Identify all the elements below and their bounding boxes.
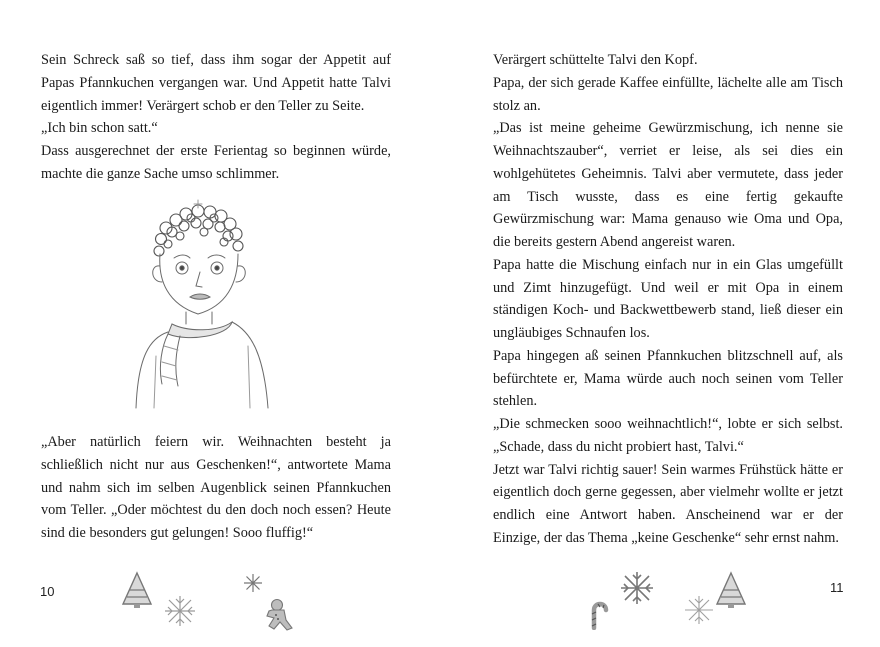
paragraph: Sein Schreck saß so tief, dass ihm sogar der Appetit auf Papas Pfannkuchen vergangen war. Und Appetit hatte Talvi eigentlich immer! Verärgert schob er den Teller zu Seite. [41, 52, 391, 114]
paragraph: Jetzt war Talvi richtig sauer! Sein warmes Frühstück hätte er eigentlich doch gerne gegessen, aber vielmehr wollte er jetzt endlich eine Antwort haben. Anscheinend war er der Einzige, der das Thema „keine Geschenke“ sehr ernst nahm. [493, 461, 843, 546]
left-page-text-bottom [41, 431, 391, 545]
paragraph: „Die schmecken sooo weihnachtlich!“, lobte er sich selbst. „Schade, dass du nicht probiert hast, Talvi.“ [493, 416, 843, 455]
paragraph: Verärgert schüttelte Talvi den Kopf. [493, 52, 698, 68]
snowflake-icon [163, 594, 197, 628]
paragraph: Papa hatte die Mischung einfach nur in ein Glas umgefüllt und Zimt hinzugefügt. Und weil er mit Opa in einem ständigen Koch- und Backwettbewerb stand, ließ dieser ein ungläubiges Schnaufen los. [493, 256, 843, 341]
page-number: 10 [40, 584, 55, 599]
right-page [440, 0, 880, 647]
paragraph: Dass ausgerechnet der erste Ferientag so beginnen würde, machte die ganze Sache umso schlimmer. [41, 143, 391, 182]
right-page-text [493, 49, 843, 550]
paragraph: „Das ist meine geheime Gewürzmischung, ich nenne sie Weihnachtszauber“, verriet er leise, als sei dies ein wohlgehütetes Geheimnis. Talvi aber vermutete, dass jeder am Tisch wusste, dass es eine fertig gekaufte Gewürzmischung war: Mama genauso wie Oma und Opa, die bereits gestern Abend angereist waren. [493, 120, 843, 250]
page-number: 11 [830, 580, 844, 595]
paragraph: Papa hingegen aß seinen Pfannkuchen blitzschnell auf, als befürchtete er, Mama würde auch noch seinen vom Teller stehlen. [493, 347, 843, 410]
christmas-tree-cookie-icon [119, 570, 155, 610]
gingerbread-man-icon [264, 598, 296, 632]
paragraph: Papa, der sich gerade Kaffee einfüllte, lächelte alle am Tisch stolz an. [493, 74, 843, 114]
paragraph: „Aber natürlich feiern wir. Weihnachten besteht ja schließlich nicht nur aus Geschenken!“, antwortete Mama und nahm sich im selben Augenblick seinen Pfannkuchen vom Teller. „Oder möchtest du den doch noch essen? Heute sind die besonders gut gelungen! Sooo fluffig!“ [41, 434, 391, 541]
paragraph: „Ich bin schon satt.“ [41, 120, 158, 137]
small-snowflake-icon [243, 573, 263, 593]
snowflake-icon [619, 570, 655, 606]
candy-cane-icon [588, 600, 612, 630]
small-snowflake-icon [683, 594, 715, 626]
left-page-text-top [41, 49, 391, 186]
boy-sketch-illustration [128, 196, 278, 410]
christmas-tree-cookie-icon [713, 570, 749, 610]
